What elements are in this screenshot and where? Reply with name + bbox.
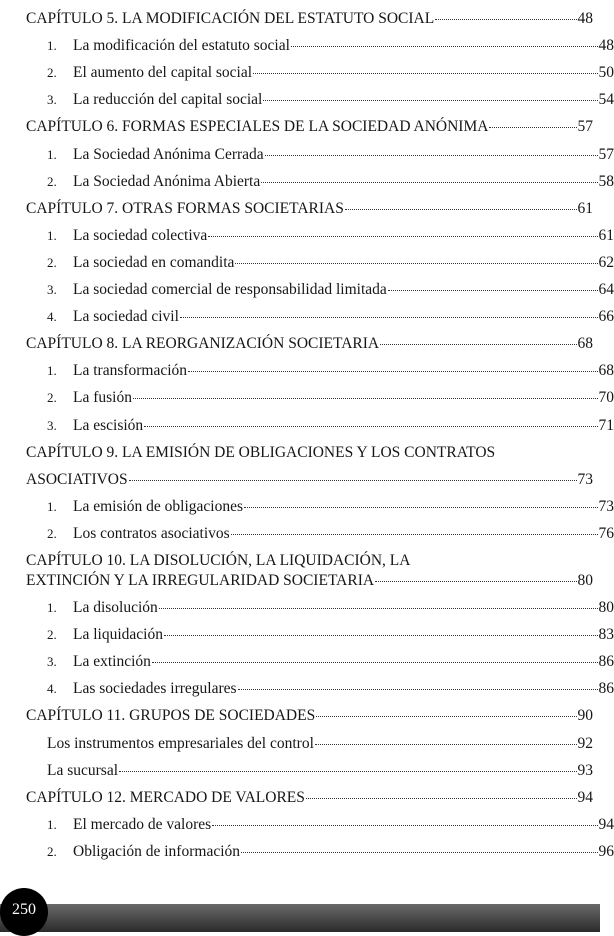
entry-title: La sociedad civil	[73, 307, 179, 327]
toc-section-entry	[47, 226, 614, 246]
page-number: 61	[578, 199, 594, 219]
entry-title: CAPÍTULO 7. OTRAS FORMAS SOCIETARIAS	[26, 199, 344, 219]
footer-bar	[0, 904, 600, 932]
dot-leader	[291, 43, 598, 47]
toc-section-entry	[47, 361, 614, 381]
toc-section-entry	[47, 497, 614, 517]
dot-leader	[316, 713, 576, 717]
section-number: 1.	[47, 361, 73, 381]
dot-leader	[345, 206, 577, 210]
dot-leader	[231, 531, 598, 535]
toc-section-entry	[47, 388, 614, 408]
toc-chapter-entry	[26, 571, 593, 591]
page-number: 92	[578, 734, 594, 754]
page-number: 54	[599, 90, 614, 110]
toc-section-entry	[47, 625, 614, 645]
dot-leader	[159, 605, 598, 609]
page-number: 68	[578, 334, 594, 354]
page-number: 48	[578, 9, 594, 29]
page-number: 73	[599, 497, 614, 517]
entry-title: Obligación de información	[73, 842, 240, 862]
page-number: 70	[599, 388, 614, 408]
section-number: 1.	[47, 497, 73, 517]
chapter-heading-line: CAPÍTULO 9. LA EMISIÓN DE OBLIGACIONES Y LOS CONTRATOS	[26, 443, 593, 463]
dot-leader	[133, 395, 598, 399]
entry-title: La Sociedad Anónima Cerrada	[73, 145, 264, 165]
toc-section-entry	[47, 90, 614, 110]
entry-title: La emisión de obligaciones	[73, 497, 243, 517]
dot-leader	[208, 233, 597, 237]
toc-chapter-entry	[26, 788, 593, 808]
toc-chapter-entry	[26, 470, 593, 490]
page-number: 57	[599, 145, 614, 165]
toc-chapter-entry	[26, 334, 593, 354]
dot-leader	[265, 152, 598, 156]
dot-leader	[380, 341, 576, 345]
dot-leader	[129, 477, 577, 481]
toc-chapter-entry	[26, 9, 593, 29]
entry-title: La liquidación	[73, 625, 163, 645]
page-number: 96	[599, 842, 614, 862]
entry-title: La sociedad en comandita	[73, 253, 234, 273]
toc-chapter-entry	[26, 199, 593, 219]
dot-leader	[489, 124, 576, 128]
toc-section-entry	[47, 652, 614, 672]
section-number: 3.	[47, 280, 73, 300]
entry-title: Las sociedades irregulares	[73, 679, 237, 699]
section-number: 2.	[47, 172, 73, 192]
page-number-badge: 250	[0, 888, 48, 936]
dot-leader	[253, 70, 597, 74]
section-number: 2.	[47, 625, 73, 645]
page-number: 93	[578, 761, 594, 781]
entry-title: La Sociedad Anónima Abierta	[73, 172, 260, 192]
entry-title: Los contratos asociativos	[73, 524, 230, 544]
dot-leader	[375, 578, 576, 582]
entry-title: CAPÍTULO 12. MERCADO DE VALORES	[26, 788, 305, 808]
page-number: 86	[599, 652, 614, 672]
dot-leader	[144, 423, 597, 427]
toc-section-entry	[47, 734, 593, 754]
toc-section-entry	[47, 815, 614, 835]
toc-section-entry	[47, 524, 614, 544]
page-number: 48	[599, 36, 614, 56]
dot-leader	[119, 768, 576, 772]
section-number: 4.	[47, 307, 73, 327]
entry-title: El aumento del capital social	[73, 63, 252, 83]
dot-leader	[180, 314, 598, 318]
dot-leader	[241, 849, 597, 853]
entry-title: La transformación	[73, 361, 187, 381]
entry-title: ASOCIATIVOS	[26, 470, 128, 490]
page-number: 66	[599, 307, 614, 327]
entry-title: La reducción del capital social	[73, 90, 262, 110]
entry-title: El mercado de valores	[73, 815, 211, 835]
entry-title: CAPÍTULO 5. LA MODIFICACIÓN DEL ESTATUTO SOCIAL	[26, 9, 434, 29]
section-number: 3.	[47, 652, 73, 672]
toc-section-entry	[47, 253, 614, 273]
toc-section-entry	[47, 145, 614, 165]
toc-section-entry	[47, 761, 593, 781]
entry-title: La extinción	[73, 652, 151, 672]
toc-section-entry	[47, 36, 614, 56]
dot-leader	[315, 741, 577, 745]
toc-section-entry	[47, 307, 614, 327]
entry-title: La sociedad comercial de responsabilidad limitada	[73, 280, 387, 300]
entry-title: CAPÍTULO 8. LA REORGANIZACIÓN SOCIETARIA	[26, 334, 379, 354]
page-number: 86	[599, 679, 614, 699]
chapter-heading-line: CAPÍTULO 10. LA DISOLUCIÓN, LA LIQUIDACIÓN, LA	[26, 551, 593, 571]
dot-leader	[244, 504, 597, 508]
dot-leader	[164, 632, 598, 636]
section-number: 2.	[47, 388, 73, 408]
section-number: 1.	[47, 145, 73, 165]
dot-leader	[238, 686, 598, 690]
section-number: 2.	[47, 63, 73, 83]
dot-leader	[261, 179, 597, 183]
toc-section-entry	[47, 63, 614, 83]
entry-title: La modificación del estatuto social	[73, 36, 290, 56]
page-number: 94	[578, 788, 594, 808]
entry-title: Los instrumentos empresariales del control	[47, 734, 314, 754]
toc-chapter-entry	[26, 117, 593, 137]
section-number: 1.	[47, 598, 73, 618]
dot-leader	[306, 795, 577, 799]
dot-leader	[263, 97, 597, 101]
entry-title: CAPÍTULO 6. FORMAS ESPECIALES DE LA SOCIEDAD ANÓNIMA	[26, 117, 488, 137]
dot-leader	[435, 16, 576, 20]
page-number: 50	[599, 63, 614, 83]
page-number: 62	[599, 253, 614, 273]
section-number: 4.	[47, 679, 73, 699]
toc-section-entry	[47, 280, 614, 300]
page-number: 68	[599, 361, 614, 381]
entry-title: La sucursal	[47, 761, 118, 781]
page-number: 80	[578, 571, 594, 591]
page-number: 61	[599, 226, 614, 246]
page-number: 64	[599, 280, 614, 300]
section-number: 2.	[47, 842, 73, 862]
dot-leader	[188, 368, 597, 372]
toc-chapter-entry	[26, 706, 593, 726]
dot-leader	[152, 659, 598, 663]
entry-title: La fusión	[73, 388, 132, 408]
section-number: 3.	[47, 416, 73, 436]
page-number: 58	[599, 172, 614, 192]
toc-section-entry	[47, 679, 614, 699]
entry-title: EXTINCIÓN Y LA IRREGULARIDAD SOCIETARIA	[26, 571, 374, 591]
entry-title: La sociedad colectiva	[73, 226, 207, 246]
entry-title: La disolución	[73, 598, 158, 618]
section-number: 1.	[47, 815, 73, 835]
toc-section-entry	[47, 842, 614, 862]
section-number: 1.	[47, 36, 73, 56]
page-number: 80	[599, 598, 614, 618]
entry-title: La escisión	[73, 416, 143, 436]
dot-leader	[235, 260, 597, 264]
page-number: 94	[599, 815, 614, 835]
section-number: 3.	[47, 90, 73, 110]
page-number: 71	[599, 416, 614, 436]
page-number: 76	[599, 524, 614, 544]
section-number: 2.	[47, 253, 73, 273]
toc-section-entry	[47, 598, 614, 618]
section-number: 2.	[47, 524, 73, 544]
page-number: 57	[578, 117, 594, 137]
page-number: 83	[599, 625, 614, 645]
page-number: 73	[578, 470, 594, 490]
section-number: 1.	[47, 226, 73, 246]
dot-leader	[212, 822, 597, 826]
toc-section-entry	[47, 172, 614, 192]
toc-section-entry	[47, 416, 614, 436]
page-number: 90	[578, 706, 594, 726]
entry-title: CAPÍTULO 11. GRUPOS DE SOCIEDADES	[26, 706, 315, 726]
dot-leader	[388, 287, 598, 291]
